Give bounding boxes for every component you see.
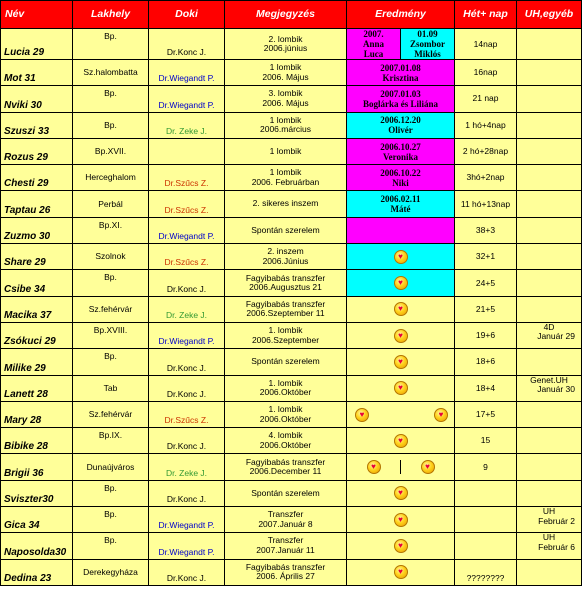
cell-note (225, 533, 347, 559)
note-line: 2006.március (259, 124, 312, 135)
note-line: 1. lombik (268, 325, 303, 336)
cell-name: Zsókuci 29 (1, 322, 73, 348)
cell-result (347, 165, 455, 191)
cell-city: Bp. (73, 480, 149, 506)
cell-doctor: Dr.Konc J. (149, 559, 225, 585)
heart-smiley-icon (355, 408, 369, 422)
cell-result (347, 401, 455, 427)
result-left (347, 29, 400, 59)
cell-days: 16nap (455, 60, 517, 86)
note-line: 1. lombik (268, 404, 303, 414)
cell-name: Csibe 34 (1, 270, 73, 296)
cell-uh (517, 29, 582, 60)
cell-doctor: Dr. Zeke J. (149, 454, 225, 480)
cell-city: Dunaújváros (73, 454, 149, 480)
cell-city: Bp. (73, 86, 149, 112)
note-line: 1 lombik (269, 114, 302, 125)
cell-note (225, 165, 347, 191)
note-line: Fagyibabás transzfer (245, 456, 326, 467)
cell-name: Share 29 (1, 244, 73, 270)
heart-smiley-icon (367, 460, 381, 474)
uh-line: Február 6 (538, 541, 575, 552)
note-line: 2. sikeres inszem (252, 198, 319, 209)
cell-days (455, 507, 517, 533)
result-line: Niki (392, 177, 409, 188)
note-line: Spontán szerelem (251, 356, 320, 367)
cell-days: 14nap (455, 29, 517, 60)
heart-smiley-icon (421, 460, 435, 474)
result-line: Miklós (414, 49, 441, 59)
heart-smiley-icon (394, 250, 408, 264)
cell-city: Szolnok (73, 244, 149, 270)
cell-result (347, 29, 455, 60)
note-line: 1 lombik (269, 167, 302, 178)
result-line: 01.09 (417, 29, 438, 39)
cell-doctor: Dr. Zeke J. (149, 296, 225, 322)
cell-city: Herceghalom (73, 165, 149, 191)
cell-name: Lucia 29 (1, 29, 73, 60)
hearts-pair (347, 408, 454, 422)
result-split (347, 460, 454, 474)
heart-smiley-icon (394, 329, 408, 343)
header-row (1, 1, 582, 29)
heart-smiley-icon (394, 565, 408, 579)
result-right (400, 460, 454, 474)
result-line: Krisztina (382, 72, 419, 83)
cell-days: 3hó+2nap (455, 165, 517, 191)
table-row (1, 138, 582, 164)
note-line: Fagyibabás transzfer (245, 561, 326, 572)
cell-note (225, 296, 347, 322)
cell-city: Perbál (73, 191, 149, 217)
cell-uh (517, 533, 582, 559)
note-line: Spontán szerelem (251, 487, 320, 498)
cell-name: Lanett 28 (1, 375, 73, 401)
note-line: 3. lombik (268, 88, 303, 99)
cell-uh (517, 138, 582, 164)
cell-note (225, 349, 347, 375)
result-line: 2007. (363, 29, 384, 39)
note-line: Fagyibabás transzfer (245, 272, 326, 283)
cell-note (225, 191, 347, 217)
note-line: Fagyibabás transzfer (245, 298, 326, 309)
cell-days: 21 nap (455, 86, 517, 112)
cell-note (225, 322, 347, 348)
cell-uh (517, 507, 582, 533)
cell-note (225, 480, 347, 506)
note-line: 2006.Június (262, 255, 309, 266)
cell-name: Macika 37 (1, 296, 73, 322)
table-row (1, 112, 582, 138)
cell-result (347, 244, 455, 270)
result-split (347, 29, 454, 59)
table-row (1, 217, 582, 243)
cell-note (225, 29, 347, 60)
table-row (1, 428, 582, 454)
cell-name: Nviki 30 (1, 86, 73, 112)
note-line: 2006.December 11 (249, 466, 322, 477)
note-line: 2006.Szeptember 11 (246, 308, 325, 319)
cell-city: Bp. (73, 112, 149, 138)
cell-doctor: Dr.Konc J. (149, 428, 225, 454)
note-line: 2006.Szeptember (251, 334, 320, 345)
cell-doctor: Dr.Konc J. (149, 270, 225, 296)
result-line: 2006.02.11 (380, 194, 421, 205)
cell-city: Tab (73, 375, 149, 401)
cell-doctor: Dr.Wiegandt P. (149, 507, 225, 533)
cell-days: 38+3 (455, 217, 517, 243)
cell-city: Bp. (73, 349, 149, 375)
cell-days: 24+5 (455, 270, 517, 296)
cell-name: Mary 28 (1, 401, 73, 427)
cell-uh (517, 86, 582, 112)
table-row (1, 507, 582, 533)
heart-smiley-icon (394, 486, 408, 500)
cell-result (347, 60, 455, 86)
cell-doctor: Dr. Zeke J. (149, 112, 225, 138)
note-line: 1. lombik (268, 377, 303, 388)
note-line: 2006.Október (259, 439, 312, 450)
cell-uh (517, 454, 582, 480)
cell-note (225, 244, 347, 270)
cell-doctor: Dr.Szűcs Z. (149, 401, 225, 427)
cell-result (347, 375, 455, 401)
uh-line: Január 30 (537, 384, 575, 395)
cell-doctor: Dr.Konc J. (149, 349, 225, 375)
table-row (1, 60, 582, 86)
header-result: Eredmény (347, 1, 455, 29)
uh-line: 4D (543, 322, 555, 332)
cell-days: 15 (455, 428, 517, 454)
note-line: 2006. Februárban (251, 176, 320, 187)
cell-name: Sviszter30 (1, 480, 73, 506)
result-left (347, 460, 400, 474)
result-line: 2007.01.03 (380, 88, 421, 99)
cell-doctor (149, 138, 225, 164)
header-days: Hét+ nap (455, 1, 517, 29)
cell-days (455, 480, 517, 506)
cell-note (225, 138, 347, 164)
result-line: Olivér (388, 125, 413, 136)
cell-city: Bp. (73, 29, 149, 60)
note-line: 2. lombik (268, 33, 303, 44)
cell-uh (517, 112, 582, 138)
heart-smiley-icon (394, 355, 408, 369)
cell-uh (517, 322, 582, 348)
table-row (1, 375, 582, 401)
cell-doctor: Dr.Konc J. (149, 29, 225, 60)
cell-doctor: Dr.Szűcs Z. (149, 165, 225, 191)
result-line: 2006.10.22 (380, 167, 421, 178)
cell-uh (517, 217, 582, 243)
cell-result (347, 349, 455, 375)
cell-days: 32+1 (455, 244, 517, 270)
table-row (1, 86, 582, 112)
cell-note (225, 112, 347, 138)
cell-result (347, 428, 455, 454)
cell-result (347, 217, 455, 243)
uh-line: UH (542, 506, 556, 517)
uh-line: UH (542, 532, 556, 543)
note-line: 2006. Május (262, 71, 309, 82)
cell-doctor: Dr.Konc J. (149, 375, 225, 401)
cell-name: Taptau 26 (1, 191, 73, 217)
cell-days: 17+5 (455, 401, 517, 427)
cell-days: 11 hó+13nap (455, 191, 517, 217)
cell-result (347, 559, 455, 585)
cell-result (347, 322, 455, 348)
table-row (1, 322, 582, 348)
cell-uh (517, 428, 582, 454)
cell-days: 9 (455, 454, 517, 480)
cell-doctor: Dr.Wiegandt P. (149, 86, 225, 112)
cell-days: 1 hó+4nap (455, 112, 517, 138)
cell-city: Sz.fehérvár (73, 296, 149, 322)
note-line: 2006. Április 27 (256, 571, 315, 582)
table-row (1, 559, 582, 585)
table-row (1, 165, 582, 191)
cell-days: 21+5 (455, 296, 517, 322)
cell-uh (517, 270, 582, 296)
table-row (1, 349, 582, 375)
cell-city: Sz.halombatta (73, 60, 149, 86)
cell-note (225, 375, 347, 401)
cell-uh (517, 60, 582, 86)
note-line: 1 lombik (269, 145, 302, 156)
result-line: 2007.01.08 (380, 62, 421, 73)
cell-name: Chesti 29 (1, 165, 73, 191)
cell-doctor: Dr.Szűcs Z. (149, 191, 225, 217)
cell-name: Gica 34 (1, 507, 73, 533)
cell-note (225, 559, 347, 585)
cell-city: Bp. (73, 270, 149, 296)
header-name: Név (1, 1, 73, 29)
note-line: 2006. Május (262, 97, 309, 108)
cell-result (347, 191, 455, 217)
cell-name: Szuszi 33 (1, 112, 73, 138)
cell-note (225, 217, 347, 243)
heart-smiley-icon (394, 434, 408, 448)
heart-smiley-icon (394, 513, 408, 527)
cell-uh (517, 480, 582, 506)
cell-result (347, 112, 455, 138)
table-row (1, 191, 582, 217)
cell-doctor: Dr.Wiegandt P. (149, 217, 225, 243)
heart-smiley-icon (394, 381, 408, 395)
table-row (1, 401, 582, 427)
result-line: 2006.12.20 (380, 115, 421, 126)
cell-note (225, 454, 347, 480)
result-line: Máté (390, 204, 411, 215)
cell-uh (517, 191, 582, 217)
cell-result (347, 480, 455, 506)
cell-result (347, 454, 455, 480)
cell-city: Bp.IX. (73, 428, 149, 454)
note-line: 2007.Január 8 (258, 518, 313, 529)
table-row (1, 270, 582, 296)
cell-note (225, 401, 347, 427)
cell-days: 18+4 (455, 375, 517, 401)
uh-line: Genet.UH (530, 375, 568, 385)
cell-city: Bp. (73, 533, 149, 559)
header-note: Megjegyzés (225, 1, 347, 29)
result-line: Zsombor (409, 39, 445, 49)
table-body (1, 29, 582, 586)
cell-uh (517, 375, 582, 401)
note-line: Transzfer (267, 535, 304, 546)
note-line: 2006.június (263, 43, 308, 53)
cell-days (455, 533, 517, 559)
cell-days: ???????? (455, 559, 517, 585)
cell-uh (517, 165, 582, 191)
cell-doctor: Dr.Wiegandt P. (149, 533, 225, 559)
cell-uh (517, 349, 582, 375)
heart-smiley-icon (394, 302, 408, 316)
note-line: 2006.Október (259, 387, 312, 398)
header-city: Lakhely (73, 1, 149, 29)
cell-days: 19+6 (455, 322, 517, 348)
cell-result (347, 533, 455, 559)
table-row (1, 244, 582, 270)
note-line: 1 lombik (269, 62, 302, 73)
cell-result (347, 86, 455, 112)
cell-days: 18+6 (455, 349, 517, 375)
heart-smiley-icon (394, 276, 408, 290)
note-line: 2006.Október (259, 413, 312, 424)
cell-note (225, 86, 347, 112)
cell-note (225, 428, 347, 454)
result-right (400, 29, 454, 59)
result-line: Veronika (382, 151, 418, 162)
result-line: 2006.10.27 (380, 141, 421, 152)
cell-note (225, 507, 347, 533)
note-line: Transzfer (267, 509, 304, 520)
cell-name: Bibike 28 (1, 428, 73, 454)
cell-name: Rozus 29 (1, 138, 73, 164)
cell-result (347, 507, 455, 533)
cell-name: Dedina 23 (1, 559, 73, 585)
cell-city: Bp.XVIII. (73, 322, 149, 348)
cell-note (225, 270, 347, 296)
cell-days: 2 hó+28nap (455, 138, 517, 164)
cell-name: Mot 31 (1, 60, 73, 86)
header-uh: UH,egyéb (517, 1, 582, 29)
cell-uh (517, 401, 582, 427)
cell-result (347, 296, 455, 322)
note-line: Spontán szerelem (251, 224, 320, 235)
cell-city: Bp. (73, 507, 149, 533)
note-line: 2006.Augusztus 21 (249, 282, 322, 293)
table-row (1, 454, 582, 480)
table-row (1, 29, 582, 60)
heart-smiley-icon (394, 539, 408, 553)
heart-smiley-icon (434, 408, 448, 422)
cell-uh (517, 559, 582, 585)
uh-line: Február 2 (538, 515, 575, 526)
cell-name: Milike 29 (1, 349, 73, 375)
header-doctor: Doki (149, 1, 225, 29)
cell-uh (517, 244, 582, 270)
cell-name: Zuzmo 30 (1, 217, 73, 243)
cell-city: Bp.XI. (73, 217, 149, 243)
table-row (1, 533, 582, 559)
cell-note (225, 60, 347, 86)
cell-doctor: Dr.Wiegandt P. (149, 322, 225, 348)
result-line: Boglárka és Liliána (362, 98, 438, 109)
table-row (1, 480, 582, 506)
note-line: 2007.Január 11 (256, 544, 315, 555)
table-row (1, 296, 582, 322)
cell-city: Bp.XVII. (73, 138, 149, 164)
note-line: 4. lombik (268, 430, 303, 441)
result-line: Luca (363, 49, 384, 59)
cell-result (347, 270, 455, 296)
cell-uh (517, 296, 582, 322)
cell-doctor: Dr.Wiegandt P. (149, 60, 225, 86)
cell-name: Brigii 36 (1, 454, 73, 480)
cell-name: Naposolda30 (1, 533, 73, 559)
result-line: Anna (362, 39, 384, 49)
cell-city: Sz.fehérvár (73, 401, 149, 427)
cell-doctor: Dr.Szűcs Z. (149, 244, 225, 270)
cell-doctor: Dr.Konc J. (149, 480, 225, 506)
cell-city: Derekegyháza (73, 559, 149, 585)
cell-result (347, 138, 455, 164)
uh-line: Január 29 (537, 331, 575, 342)
note-line: 2. inszem (267, 246, 304, 257)
